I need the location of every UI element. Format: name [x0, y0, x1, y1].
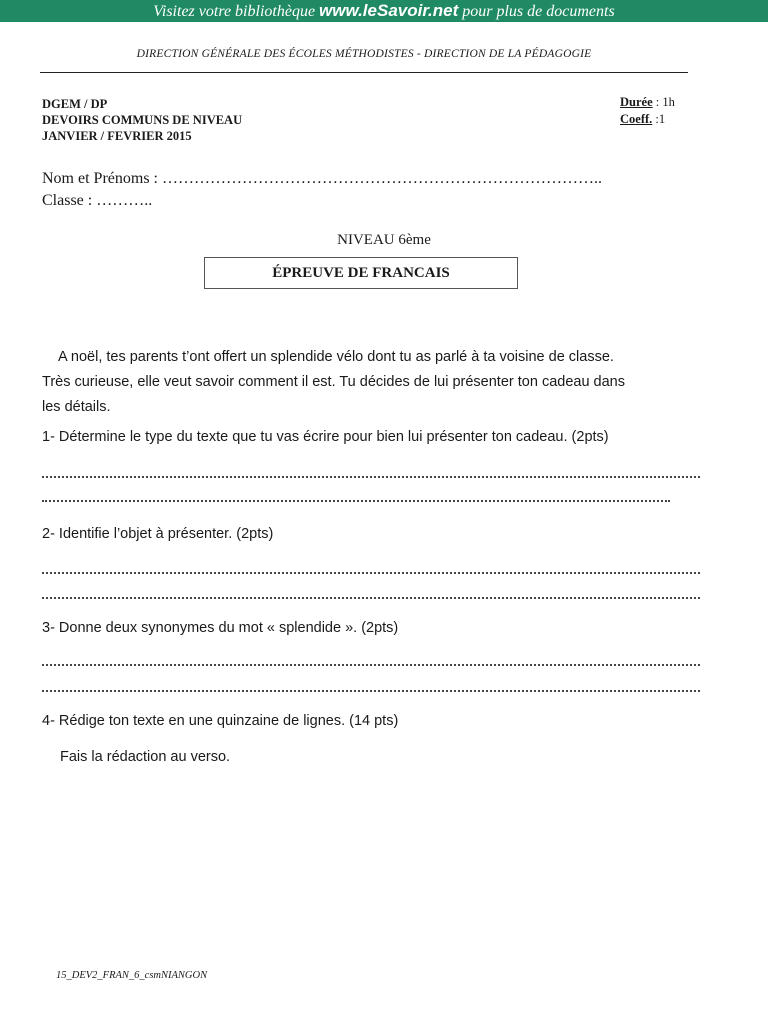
answer-line[interactable]	[42, 597, 700, 599]
answer-line[interactable]	[42, 500, 670, 502]
banner-prefix: Visitez votre bibliothèque	[153, 3, 320, 20]
coefficient-label: Coeff.	[620, 112, 653, 126]
prompt-line: les détails.	[42, 399, 111, 415]
direction-heading: DIRECTION GÉNÉRALE DES ÉCOLES MÉTHODISTES - DIRECTION DE LA PÉDAGOGIE	[136, 48, 592, 60]
prompt-paragraph	[42, 345, 714, 420]
header-divider	[40, 72, 688, 73]
class-field[interactable]: Classe : ………..	[42, 192, 153, 209]
duration-value: : 1h	[652, 95, 675, 109]
name-field[interactable]: Nom et Prénoms : ………………………………………………………………………..	[42, 170, 602, 187]
question-3: 3- Donne deux synonymes du mot « splendide ». (2pts)	[42, 620, 399, 636]
coefficient-value: :1	[652, 112, 666, 126]
question-1: 1- Détermine le type du texte que tu vas écrire pour bien lui présenter ton cadeau. (2pts)	[42, 429, 609, 445]
level-heading: NIVEAU 6ème	[337, 232, 431, 248]
exam-info-line: DEVOIRS COMMUNS DE NIVEAU	[42, 113, 243, 127]
banner-site-link[interactable]: www.leSavoir.net	[319, 1, 459, 20]
instruction-text: Fais la rédaction au verso.	[60, 749, 231, 765]
student-identification	[42, 168, 602, 212]
exam-info-block	[42, 96, 242, 144]
answer-line[interactable]	[42, 690, 700, 692]
duration-coeff-block	[620, 94, 675, 128]
duration-line	[620, 94, 675, 111]
prompt-line: A noël, tes parents t’ont offert un splendide vélo dont tu as parlé à ta voisine de classe.	[58, 349, 614, 365]
top-banner	[0, 0, 768, 22]
exam-info-line: JANVIER / FEVRIER 2015	[42, 129, 192, 143]
exam-info-line: DGEM / DP	[42, 97, 108, 111]
question-2: 2- Identifie l’objet à présenter. (2pts)	[42, 526, 274, 542]
document-code: 15_DEV2_FRAN_6_csmNIANGON	[56, 970, 208, 981]
banner-suffix: pour plus de documents	[458, 3, 615, 20]
prompt-line: Très curieuse, elle veut savoir comment il est. Tu décides de lui présenter ton cadeau dans	[42, 374, 625, 390]
coefficient-line	[620, 111, 675, 128]
answer-line[interactable]	[42, 664, 700, 666]
exam-title: ÉPREUVE DE FRANCAIS	[204, 257, 518, 289]
answer-line[interactable]	[42, 476, 700, 478]
answer-line[interactable]	[42, 572, 700, 574]
question-4: 4- Rédige ton texte en une quinzaine de lignes. (14 pts)	[42, 713, 399, 729]
duration-label: Durée	[620, 95, 653, 109]
